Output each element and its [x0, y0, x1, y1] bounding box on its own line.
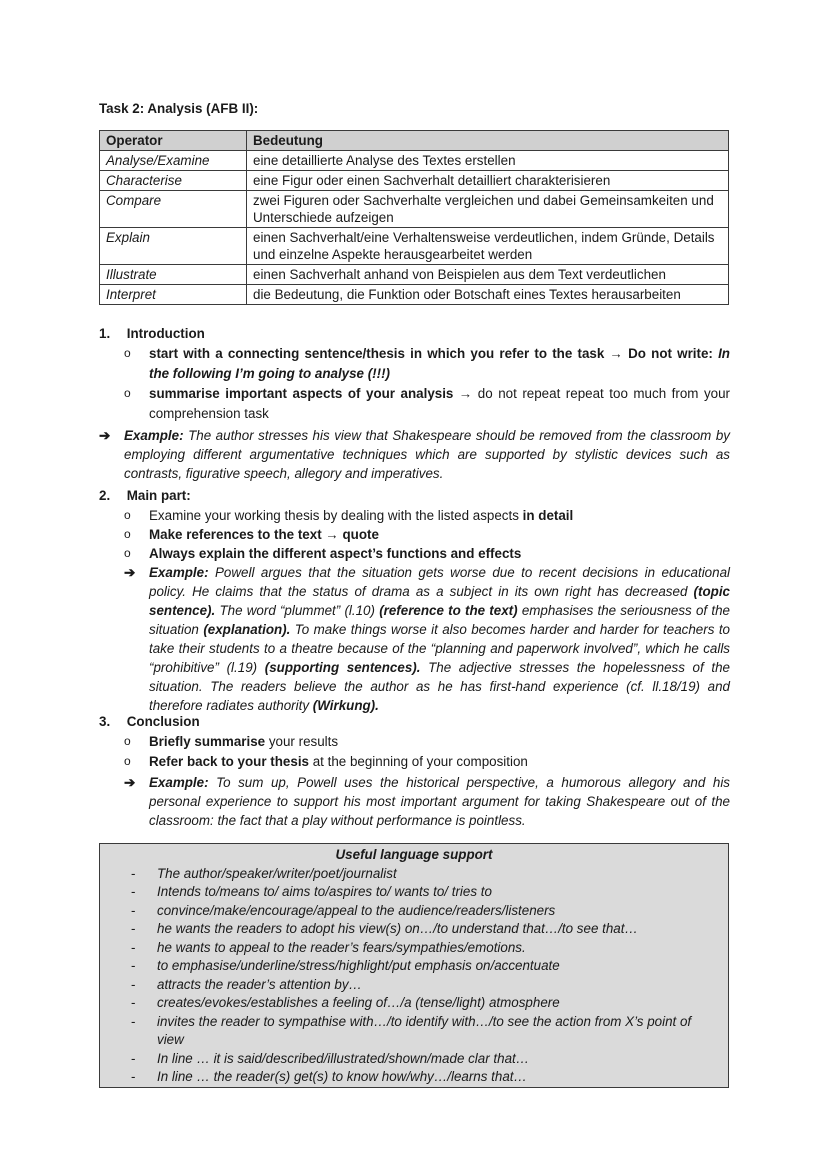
list-item	[100, 1050, 728, 1069]
dash-bullet-icon: -	[131, 1050, 136, 1066]
list-item	[100, 957, 728, 976]
dash-bullet-icon: -	[131, 884, 136, 899]
example-text: emphasises the seriousness of the situation	[149, 603, 730, 637]
circle-bullet-icon: o	[124, 346, 131, 360]
phrase-text: In line … the reader(s) get(s) to know how/why…/learns that…	[157, 1069, 527, 1084]
dash-bullet-icon: -	[131, 865, 136, 881]
phrase-text: to emphasise/underline/stress/highlight/put emphasis on/accentuate	[157, 958, 560, 973]
table-row	[100, 171, 729, 191]
language-support-title: Useful language support	[335, 847, 493, 862]
language-support-list	[100, 865, 728, 1087]
meaning-cell: zwei Figuren oder Sachverhalte vergleichen und dabei Gemeinsamkeiten und Unterschiede aufzeigen	[247, 191, 729, 228]
operator-table	[99, 130, 729, 305]
dash-bullet-icon: -	[131, 1013, 136, 1029]
table-row	[100, 151, 729, 171]
list-item	[100, 1068, 728, 1087]
phrase-text: The author/speaker/writer/poet/journalist	[157, 865, 397, 881]
bullet-text: → do not repeat repeat too much from your comprehension task	[149, 386, 730, 421]
bullet-text: your results	[268, 734, 339, 749]
bullet-bold-text: Refer back to your thesis	[149, 754, 309, 769]
example-text: To sum up, Powell uses the historical perspective, a humorous allegory and his personal experience to support his most important argument for taking Shakespeare out of the classroom: the fact that a play without performance is pointless.	[149, 775, 730, 828]
section-title: Conclusion	[126, 714, 200, 729]
meaning-cell: die Bedeutung, die Funktion oder Botschaft eines Textes herausarbeiten	[247, 285, 729, 305]
operator-cell: Characterise	[100, 171, 247, 191]
circle-bullet-icon: o	[124, 754, 131, 768]
bullet-bold-text: in detail	[522, 508, 574, 523]
language-support-box	[99, 843, 729, 1088]
bullet-bold-text: summarise important aspects of your analysis	[149, 386, 454, 401]
phrase-text: attracts the reader’s attention by…	[157, 976, 362, 992]
list-item	[124, 752, 730, 772]
circle-bullet-icon: o	[124, 508, 131, 522]
bullet-text: Examine your working thesis by dealing with the listed aspects	[149, 508, 519, 523]
table-row	[100, 285, 729, 305]
meaning-cell: eine Figur oder einen Sachverhalt detailliert charakterisieren	[247, 171, 729, 191]
dash-bullet-icon: -	[131, 976, 136, 992]
example-text: To make things worse it also becomes harder and harder for teachers to take their students to a theatre because of the “planning and paperwork involved”, which he calls “prohibitive” (l.19)	[149, 622, 730, 675]
table-row	[100, 191, 729, 228]
list-item	[124, 506, 730, 526]
example-tag: (topic sentence).	[149, 584, 730, 618]
list-item	[100, 1013, 728, 1050]
phrase-text: invites the reader to sympathise with…/to identify with…/to see the action from X’s point of view	[157, 1013, 692, 1047]
example-tag: (explanation).	[203, 622, 291, 637]
operator-cell: Illustrate	[100, 265, 247, 285]
operator-cell: Interpret	[100, 285, 247, 305]
dash-bullet-icon: -	[131, 902, 136, 918]
example-text: The word “plummet” (l.10)	[219, 603, 375, 618]
list-item	[124, 344, 730, 383]
dash-bullet-icon: -	[131, 958, 136, 973]
section-conclusion-heading	[99, 712, 200, 731]
dash-bullet-icon: -	[131, 939, 136, 955]
list-item	[100, 976, 728, 995]
table-row	[100, 265, 729, 285]
example-label: Example:	[124, 428, 184, 443]
list-item	[100, 994, 728, 1013]
list-item	[100, 902, 728, 921]
example-tag: (Wirkung).	[312, 698, 379, 713]
bullet-bold-text: Always explain the different aspect’s functions and effects	[149, 546, 522, 561]
list-item	[100, 865, 728, 884]
meaning-cell: eine detaillierte Analyse des Textes erstellen	[247, 151, 729, 171]
example-text: Powell argues that the situation gets worse due to recent decisions in educational policy. He claims that the status of drama as a subject in its own right has decreased	[149, 565, 730, 599]
circle-bullet-icon: o	[124, 386, 131, 400]
operator-cell: Compare	[100, 191, 247, 228]
section-number: 2.	[99, 488, 111, 503]
dash-bullet-icon: -	[131, 995, 136, 1010]
section-main-heading	[99, 486, 191, 505]
bullet-bold-italic-text: In the following I’m going to analyse (!!!)	[149, 346, 730, 381]
example-label: Example:	[149, 565, 209, 580]
phrase-text: creates/evokes/establishes a feeling of…/a (tense/light) atmosphere	[157, 995, 560, 1010]
section-number: 1.	[99, 326, 111, 341]
table-header-row	[100, 131, 729, 151]
section-introduction-heading	[99, 324, 205, 343]
header-bedeutung: Bedeutung	[247, 131, 729, 151]
operator-cell: Analyse/Examine	[100, 151, 247, 171]
phrase-text: convince/make/encourage/appeal to the audience/readers/listeners	[157, 902, 556, 918]
example-conclusion	[124, 773, 730, 830]
dash-bullet-icon: -	[131, 1069, 136, 1084]
example-text: The adjective stresses the hopelessness of the situation. The readers believe the author as he has first-hand experience (cf. ll.18/19) and therefore radiates authority	[149, 660, 730, 713]
circle-bullet-icon: o	[124, 527, 131, 541]
bullet-bold-text: start with a connecting sentence/thesis in which you refer to the task → Do not write:	[149, 346, 713, 361]
bullet-text: at the beginning of your composition	[312, 754, 528, 769]
table-row	[100, 228, 729, 265]
section-number: 3.	[99, 714, 111, 729]
meaning-cell: einen Sachverhalt anhand von Beispielen aus dem Text verdeutlichen	[247, 265, 729, 285]
section-title: Introduction	[126, 326, 205, 341]
arrow-icon: ➔	[124, 775, 136, 790]
example-introduction	[99, 426, 730, 483]
example-tag: (reference to the text)	[379, 603, 518, 618]
bullet-bold-text: Briefly summarise	[149, 734, 266, 749]
circle-bullet-icon: o	[124, 546, 131, 560]
list-item	[124, 384, 730, 423]
arrow-icon: ➔	[99, 428, 111, 443]
list-item	[124, 525, 730, 545]
bullet-bold-text: Make references to the text → quote	[149, 527, 379, 542]
list-item	[124, 732, 730, 752]
example-text: The author stresses his view that Shakespeare should be removed from the classroom by employing different argumentative techniques which are supported by stylistic devices such as contrasts, figurative speech, allegory and imperatives.	[124, 428, 730, 481]
operator-cell: Explain	[100, 228, 247, 265]
phrase-text: In line … it is said/described/illustrated/shown/made clar that…	[157, 1050, 530, 1066]
list-item	[100, 939, 728, 958]
list-item	[100, 883, 728, 902]
example-main-part	[124, 563, 730, 715]
example-tag: (supporting sentences).	[264, 660, 421, 675]
header-operator: Operator	[100, 131, 247, 151]
phrase-text: he wants to appeal to the reader’s fears/sympathies/emotions.	[157, 939, 526, 955]
meaning-cell: einen Sachverhalt/eine Verhaltensweise verdeutlichen, indem Gründe, Details und einzelne Aspekte herausgearbeitet werden	[247, 228, 729, 265]
phrase-text: he wants the readers to adopt his view(s) on…/to understand that…/to see that…	[157, 921, 638, 936]
list-item	[124, 544, 730, 564]
phrase-text: Intends to/means to/ aims to/aspires to/ wants to/ tries to	[157, 884, 492, 899]
section-title: Main part:	[126, 488, 191, 503]
circle-bullet-icon: o	[124, 734, 131, 748]
example-label: Example:	[149, 775, 209, 790]
dash-bullet-icon: -	[131, 921, 136, 936]
arrow-icon: ➔	[124, 565, 136, 580]
list-item	[100, 920, 728, 939]
task-title: Task 2: Analysis (AFB II):	[99, 101, 259, 116]
